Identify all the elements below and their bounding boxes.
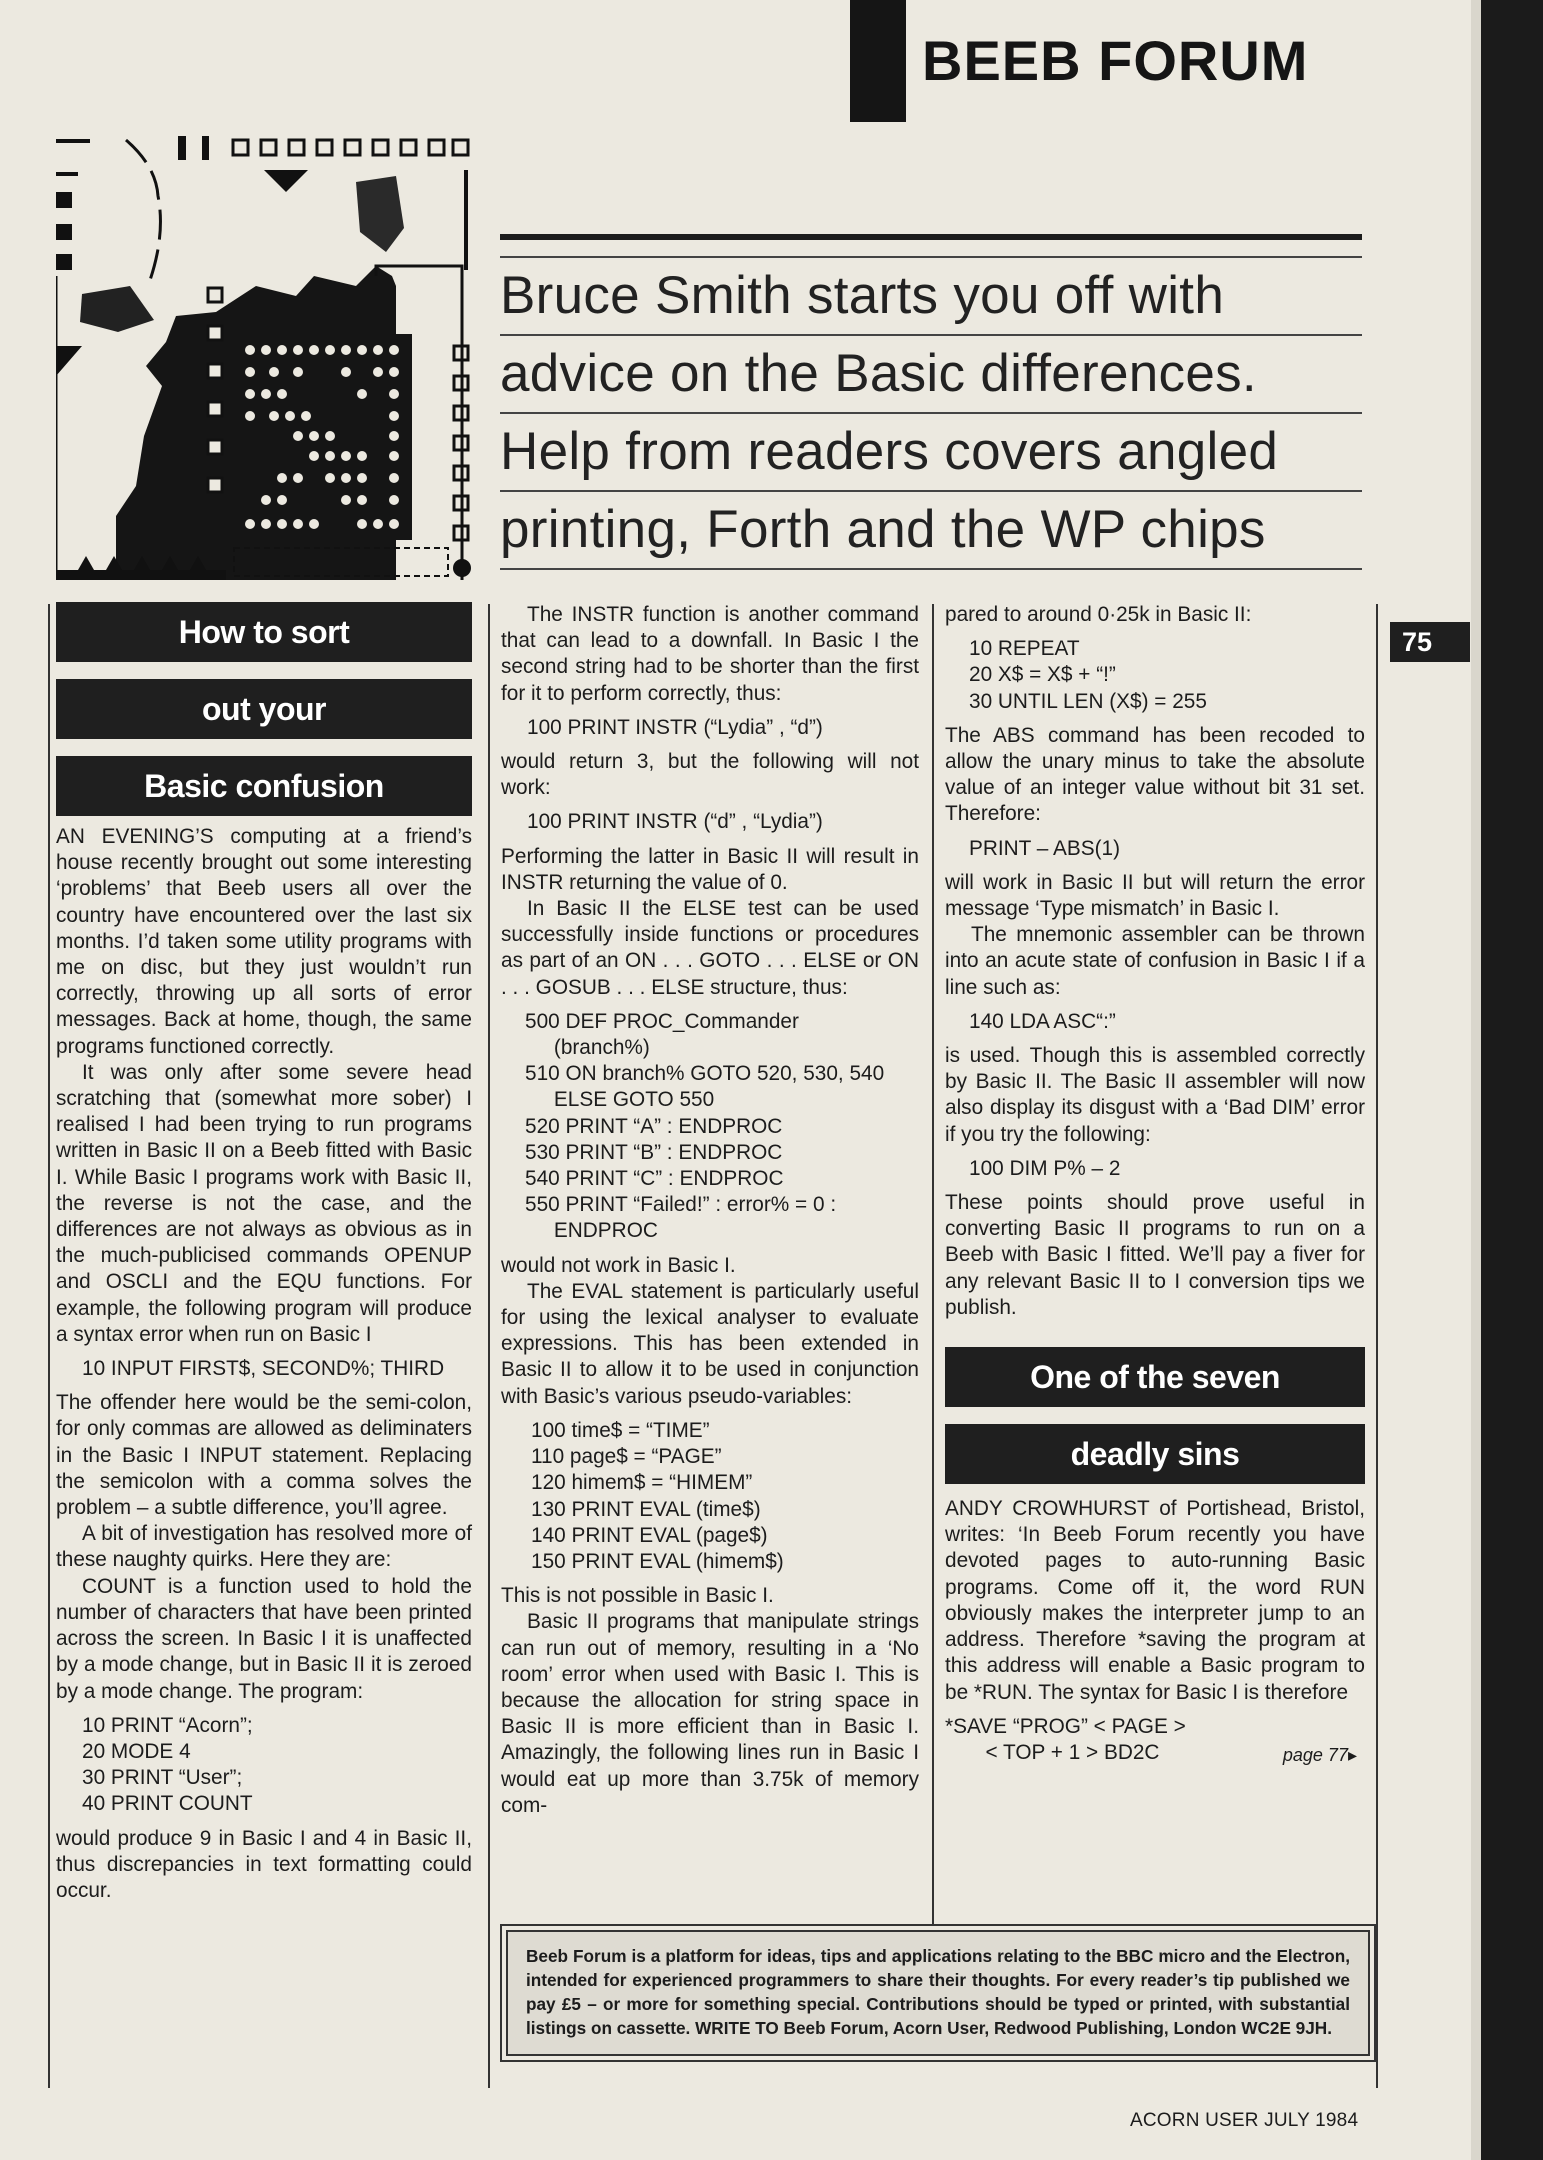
column-1	[56, 602, 472, 1904]
standfirst	[500, 234, 1362, 570]
body-paragraph: would produce 9 in Basic I and 4 in Basic II, thus discrepancies in text formatting could occur.	[56, 1826, 472, 1902]
column-2	[501, 602, 919, 1819]
standfirst-line: advice on the Basic differences.	[500, 334, 1362, 412]
headline-box: One of the seven	[945, 1347, 1365, 1407]
body-paragraph: It was only after some severe head scratching that (somewhat more sober) I realised I had been trying to run programs written in Basic II on a Beeb fitted with Basic I. While Basic I programs work with Basic II, the reverse is not the case, and the differences are not always as obvious as in the much-publicised commands OPENUP and OSCLI and the EQU functions. For example, the following program will produce a syntax error when run on Basic I	[56, 1060, 472, 1346]
body-paragraph: These points should prove useful in converting Basic II programs to run on a Beeb with Basic I fitted. We’ll pay a fiver for any relevant Basic II to I conversion tips we publish.	[945, 1191, 1365, 1319]
code-listing: 100 DIM P% – 2	[969, 1156, 1121, 1180]
headline-box: How to sort	[56, 602, 472, 662]
standfirst-line: Help from readers covers angled	[500, 412, 1362, 490]
magazine-spine	[1481, 0, 1543, 2160]
standfirst-line: Bruce Smith starts you off with	[500, 256, 1362, 334]
code-listing: 10 INPUT FIRST$, SECOND%; THIRD	[82, 1357, 445, 1381]
code-listing: PRINT – ABS(1)	[969, 836, 1121, 860]
continued-on-page	[1283, 1738, 1357, 1768]
body-paragraph: COUNT is a function used to hold the number of characters that have been printed across the screen. In Basic I it is unaffected by a mode change, but in Basic II it is zeroed by a mode change. The program:	[56, 1574, 472, 1703]
body-paragraph: would return 3, but the following will not work:	[501, 750, 919, 800]
code-listing: *SAVE “PROG” < PAGE > < TOP + 1 > BD2C	[945, 1714, 1186, 1764]
info-box: Beeb Forum is a platform for ideas, tips and applications relating to the BBC micro and the Electron, intended for experienced programmers to share their thoughts. For every reader’s tip published we pay £5 – or more for something special. Contributions should be typed or printed, with substantial listings on cassette. WRITE TO Beeb Forum, Acorn User, Redwood Publishing, London WC2E 9JH.	[506, 1930, 1370, 2056]
page-number: 75	[1390, 622, 1470, 662]
body-paragraph: The ABS command has been recoded to allow the unary minus to take the absolute value of an integer value without bit 31 set. Therefore:	[945, 723, 1365, 826]
code-listing: 140 LDA ASC“:”	[969, 1009, 1116, 1033]
body-paragraph: A bit of investigation has resolved more of these naughty quirks. Here they are:	[56, 1522, 472, 1572]
code-listing: 100 time$ = “TIME” 110 page$ = “PAGE” 120 himem$ = “HIMEM” 130 PRINT EVAL (time$) 140 PRINT EVAL (page$) 150 PRINT EVAL (himem$)	[531, 1418, 784, 1573]
code-listing: 10 PRINT “Acorn”; 20 MODE 4 30 PRINT “User”; 40 PRINT COUNT	[82, 1713, 253, 1816]
column-rule	[488, 604, 490, 2088]
body-paragraph: The INSTR function is another command that can lead to a downfall. In Basic I the second string had to be shorter than the first for it to perform correctly, thus:	[501, 603, 919, 705]
page-reference: page 77▸	[1282, 1744, 1357, 1765]
column-rule	[932, 604, 934, 1924]
column-rule	[1376, 604, 1378, 2088]
body-paragraph: Performing the latter in Basic II will result in INSTR returning the value of 0.	[501, 844, 919, 894]
column-rule	[48, 604, 50, 2088]
body-paragraph: is used. Though this is assembled correctly by Basic II. The Basic II assembler will now also display its disgust with a ‘Bad DIM’ error if you try the following:	[945, 1044, 1365, 1146]
body-paragraph: The EVAL statement is particularly useful for using the lexical analyser to evaluate expressions. This has been extended in Basic II to allow it to be used in conjunction with Basic’s various pseudo-variables:	[501, 1279, 919, 1408]
code-listing: 100 PRINT INSTR (“Lydia” , “d”)	[527, 715, 823, 739]
body-paragraph: The mnemonic assembler can be thrown into an acute state of confusion in Basic I if a line such as:	[945, 923, 1365, 999]
section-bar	[850, 0, 906, 122]
column-3	[945, 602, 1365, 1766]
code-listing: 10 REPEAT 20 X$ = X$ + “!” 30 UNTIL LEN (X$) = 255	[969, 637, 1207, 713]
page-footer: ACORN USER JULY 1984	[1130, 2110, 1359, 2131]
section-title: BEEB FORUM	[922, 29, 1309, 92]
headline-box: out your	[56, 679, 472, 739]
headline-box: deadly sins	[945, 1424, 1365, 1484]
code-listing: 500 DEF PROC_Commander (branch%) 510 ON branch% GOTO 520, 530, 540 ELSE GOTO 550 520 PRINT “A” : ENDPROC 530 PRINT “B” : ENDPROC 540 PRINT “C” : ENDPROC 550 PRINT “Failed!” : error% = 0 : ENDPROC	[525, 1009, 885, 1243]
body-paragraph: Basic II programs that manipulate strings can run out of memory, resulting in a ‘No room’ error when used with Basic I. This is because the allocation for string space in Basic II is more efficient than in Basic I. Amazingly, the following lines run in Basic I would eat up more than 3.75k of memory com-	[501, 1610, 919, 1817]
body-paragraph: ANDY CROWHURST of Portishead, Bristol, writes: ‘In Beeb Forum recently you have devoted pages to auto-running Basic programs. Come off it, the word RUN obviously makes the interpreter jump to an address. Therefore *saving the program at this address will enable a Basic program to be *RUN. The syntax for Basic I is therefore	[945, 1497, 1365, 1704]
standfirst-line: printing, Forth and the WP chips	[500, 490, 1362, 570]
body-paragraph: In Basic II the ELSE test can be used successfully inside functions or procedures as part of an ON . . . GOTO . . . ELSE or ON . . . GOSUB . . . ELSE structure, thus:	[501, 897, 919, 999]
body-paragraph: pared to around 0·25k in Basic II:	[945, 603, 1252, 626]
code-listing: 100 PRINT INSTR (“d” , “Lydia”)	[527, 810, 823, 834]
body-paragraph: will work in Basic II but will return the error message ‘Type mismatch’ in Basic I.	[945, 870, 1365, 921]
body-paragraph: This is not possible in Basic I.	[501, 1584, 774, 1608]
page-edge	[1471, 0, 1481, 2160]
body-paragraph: The offender here would be the semi-colon, for only commas are allowed as deliminaters in the Basic I INPUT statement. Replacing the semicolon with a comma solves the problem – a subtle difference, you’ll agree.	[56, 1391, 472, 1520]
standfirst-top-rule	[500, 234, 1362, 240]
decorative-artwork	[56, 136, 476, 580]
body-paragraph: AN EVENING’S computing at a friend’s house recently brought out some interesting ‘problems’ that Beeb users all over the country have encountered over the last six months. I’d taken some utility programs with me on disc, but they just wouldn’t run correctly, throwing up all sorts of error messages. Back at home, though, the same programs functioned correctly.	[56, 825, 472, 1058]
body-paragraph: would not work in Basic I.	[501, 1253, 736, 1277]
headline-box: Basic confusion	[56, 756, 472, 816]
